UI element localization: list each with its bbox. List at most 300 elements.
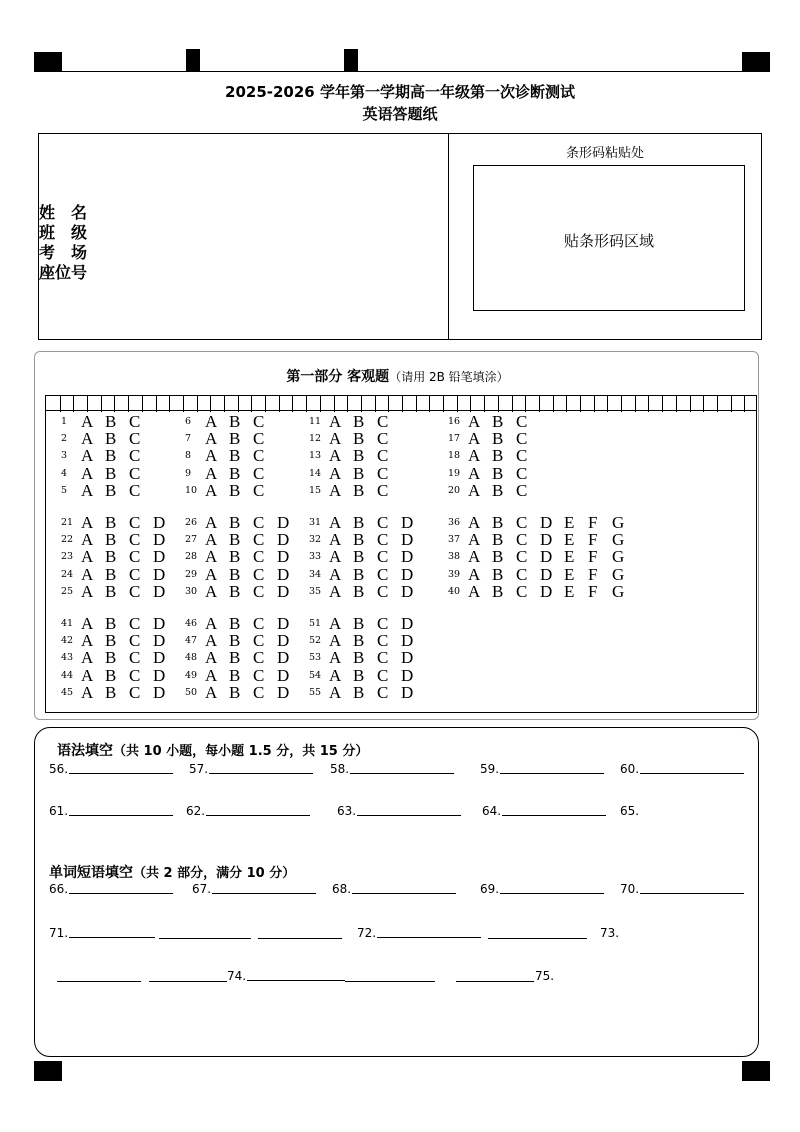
blank-58[interactable]: 58. — [330, 760, 454, 776]
option-54-B[interactable]: B — [353, 665, 365, 685]
option-30-B[interactable]: B — [229, 581, 241, 601]
option-27-C[interactable]: C — [253, 530, 265, 550]
option-41-B[interactable]: B — [105, 614, 117, 633]
option-38-F[interactable]: F — [588, 547, 598, 567]
blank-59[interactable]: 59. — [480, 760, 604, 776]
option-48-A[interactable]: A — [205, 648, 218, 668]
question-number: 38 — [448, 551, 461, 563]
option-6-C[interactable]: C — [253, 412, 265, 431]
blank-63[interactable]: 63. — [337, 802, 461, 818]
option-18-B[interactable]: B — [492, 446, 504, 466]
option-39-E[interactable]: E — [564, 564, 575, 584]
option-39-B[interactable]: B — [492, 564, 504, 584]
option-22-D[interactable]: D — [153, 530, 166, 550]
option-54-C[interactable]: C — [377, 665, 389, 685]
option-9-B[interactable]: B — [229, 463, 241, 483]
option-16-C[interactable]: C — [516, 412, 528, 431]
option-25-D[interactable]: D — [153, 581, 166, 601]
question-row-37 — [448, 530, 636, 550]
option-13-B[interactable]: B — [353, 446, 365, 466]
option-42-C[interactable]: C — [129, 631, 141, 651]
option-24-D[interactable]: D — [153, 564, 166, 584]
option-1-C[interactable]: C — [129, 412, 141, 431]
option-52-A[interactable]: A — [329, 631, 342, 651]
option-17-B[interactable]: B — [492, 429, 504, 449]
option-38-A[interactable]: A — [468, 547, 481, 567]
option-18-A[interactable]: A — [468, 446, 481, 466]
option-49-C[interactable]: C — [253, 665, 265, 685]
option-30-D[interactable]: D — [277, 581, 290, 601]
option-45-B[interactable]: B — [105, 682, 117, 702]
option-40-F[interactable]: F — [588, 581, 598, 601]
question-row-17 — [448, 429, 540, 449]
option-32-C[interactable]: C — [377, 530, 389, 550]
blank-74-line-2[interactable] — [345, 981, 435, 982]
option-10-B[interactable]: B — [229, 480, 241, 500]
blank-70[interactable]: 70. — [620, 880, 744, 896]
vocab-title — [49, 862, 295, 882]
blank-57[interactable]: 57. — [189, 760, 313, 776]
option-50-A[interactable]: A — [205, 682, 218, 702]
page-title: 2025-2026 学年第一学期高一年级第一次诊断测试 — [225, 83, 575, 101]
option-8-C[interactable]: C — [253, 446, 265, 466]
option-22-C[interactable]: C — [129, 530, 141, 550]
barcode-title: 条形码粘贴处 — [565, 146, 644, 161]
option-21-D[interactable]: D — [153, 513, 166, 532]
option-47-D[interactable]: D — [277, 631, 290, 651]
blank-72-line-2[interactable] — [488, 938, 587, 939]
option-26-C[interactable]: C — [253, 513, 265, 532]
blank-71-line-3[interactable] — [258, 938, 342, 939]
option-3-B[interactable]: B — [105, 446, 117, 466]
question-number: 23 — [61, 551, 74, 563]
registration-mark-top-mid1 — [186, 49, 200, 71]
option-32-A[interactable]: A — [329, 530, 342, 550]
option-14-B[interactable]: B — [353, 463, 365, 483]
option-3-A[interactable]: A — [81, 446, 94, 466]
blank-62[interactable]: 62. — [186, 802, 310, 818]
option-27-B[interactable]: B — [229, 530, 241, 550]
option-32-D[interactable]: D — [401, 530, 414, 550]
option-7-A[interactable]: A — [205, 429, 218, 449]
question-row-1 — [61, 412, 153, 429]
registration-mark-bottom-left — [34, 1061, 62, 1081]
option-39-G[interactable]: G — [612, 564, 625, 584]
option-29-A[interactable]: A — [205, 564, 218, 584]
option-20-A[interactable]: A — [468, 480, 481, 500]
option-36-C[interactable]: C — [516, 513, 528, 532]
option-15-B[interactable]: B — [353, 480, 365, 500]
header-rule — [38, 71, 766, 72]
option-47-B[interactable]: B — [229, 631, 241, 651]
option-35-D[interactable]: D — [401, 581, 414, 601]
timing-tick — [224, 396, 225, 412]
timing-tick — [690, 396, 691, 412]
blank-71[interactable]: 71. — [49, 924, 155, 940]
option-43-B[interactable]: B — [105, 648, 117, 668]
option-20-B[interactable]: B — [492, 480, 504, 500]
option-39-D[interactable]: D — [540, 564, 553, 584]
blank-74-line-3[interactable] — [456, 981, 534, 982]
option-25-C[interactable]: C — [129, 581, 141, 601]
option-9-C[interactable]: C — [253, 463, 265, 483]
option-15-C[interactable]: C — [377, 480, 389, 500]
blank-65[interactable]: 65. — [620, 804, 640, 818]
option-47-A[interactable]: A — [205, 631, 218, 651]
option-47-C[interactable]: C — [253, 631, 265, 651]
option-40-E[interactable]: E — [564, 581, 575, 601]
option-26-A[interactable]: A — [205, 513, 218, 532]
option-12-A[interactable]: A — [329, 429, 342, 449]
option-52-D[interactable]: D — [401, 631, 414, 651]
question-row-2 — [61, 429, 153, 449]
option-34-D[interactable]: D — [401, 564, 414, 584]
timing-tick — [525, 396, 526, 412]
option-34-B[interactable]: B — [353, 564, 365, 584]
question-row-9 — [185, 464, 277, 481]
option-13-C[interactable]: C — [377, 446, 389, 466]
option-6-B[interactable]: B — [229, 412, 241, 431]
option-38-E[interactable]: E — [564, 547, 575, 567]
option-54-A[interactable]: A — [329, 665, 342, 685]
question-row-7 — [185, 429, 277, 449]
option-21-B[interactable]: B — [105, 513, 117, 532]
option-46-B[interactable]: B — [229, 614, 241, 633]
blank-61[interactable]: 61. — [49, 802, 173, 818]
question-row-12 — [309, 429, 401, 449]
option-53-C[interactable]: C — [377, 648, 389, 668]
option-55-C[interactable]: C — [377, 682, 389, 702]
option-38-C[interactable]: C — [516, 547, 528, 567]
option-41-D[interactable]: D — [153, 614, 166, 633]
option-36-G[interactable]: G — [612, 513, 625, 532]
option-40-G[interactable]: G — [612, 581, 625, 601]
option-29-C[interactable]: C — [253, 564, 265, 584]
option-32-B[interactable]: B — [353, 530, 365, 550]
blank-60[interactable]: 60. — [620, 760, 744, 776]
option-4-C[interactable]: C — [129, 463, 141, 483]
option-2-A[interactable]: A — [81, 429, 94, 449]
option-46-C[interactable]: C — [253, 614, 265, 633]
option-16-A[interactable]: A — [468, 412, 481, 431]
blank-66[interactable]: 66. — [49, 880, 173, 896]
question-number: 54 — [309, 669, 322, 681]
option-24-A[interactable]: A — [81, 564, 94, 584]
option-24-B[interactable]: B — [105, 564, 117, 584]
question-row-31 — [309, 513, 425, 530]
timing-tick — [402, 396, 403, 412]
option-5-B[interactable]: B — [105, 480, 117, 500]
blank-72[interactable]: 72. — [357, 924, 481, 940]
option-38-D[interactable]: D — [540, 547, 553, 567]
option-9-A[interactable]: A — [205, 463, 218, 483]
option-23-C[interactable]: C — [129, 547, 141, 567]
option-12-C[interactable]: C — [377, 429, 389, 449]
objective-section — [34, 351, 759, 720]
option-37-E[interactable]: E — [564, 530, 575, 550]
option-2-C[interactable]: C — [129, 429, 141, 449]
option-15-A[interactable]: A — [329, 480, 342, 500]
timing-tick — [306, 396, 307, 412]
option-48-B[interactable]: B — [229, 648, 241, 668]
option-33-A[interactable]: A — [329, 547, 342, 567]
blank-74[interactable]: 74. — [227, 967, 345, 983]
option-26-D[interactable]: D — [277, 513, 290, 532]
option-34-A[interactable]: A — [329, 564, 342, 584]
blank-56[interactable]: 56. — [49, 760, 173, 776]
option-8-B[interactable]: B — [229, 446, 241, 466]
option-43-D[interactable]: D — [153, 648, 166, 668]
option-10-A[interactable]: A — [205, 480, 218, 500]
timing-tick — [114, 396, 115, 412]
question-number: 12 — [309, 433, 322, 445]
option-41-C[interactable]: C — [129, 614, 141, 633]
option-52-B[interactable]: B — [353, 631, 365, 651]
barcode-area[interactable] — [473, 165, 745, 311]
option-23-A[interactable]: A — [81, 547, 94, 567]
option-27-D[interactable]: D — [277, 530, 290, 550]
registration-mark-top-right — [742, 52, 770, 72]
option-39-F[interactable]: F — [588, 564, 598, 584]
timing-tick — [607, 396, 608, 412]
option-14-A[interactable]: A — [329, 463, 342, 483]
question-row-11 — [309, 412, 401, 429]
option-10-C[interactable]: C — [253, 480, 265, 500]
option-44-D[interactable]: D — [153, 665, 166, 685]
option-41-A[interactable]: A — [81, 614, 94, 633]
question-row-15 — [309, 481, 401, 498]
option-42-A[interactable]: A — [81, 631, 94, 651]
timing-tick — [101, 396, 102, 412]
question-number: 30 — [185, 585, 198, 597]
option-33-D[interactable]: D — [401, 547, 414, 567]
option-51-A[interactable]: A — [329, 614, 342, 633]
option-33-C[interactable]: C — [377, 547, 389, 567]
option-14-C[interactable]: C — [377, 463, 389, 483]
option-35-B[interactable]: B — [353, 581, 365, 601]
option-26-B[interactable]: B — [229, 513, 241, 532]
option-19-A[interactable]: A — [468, 463, 481, 483]
option-11-A[interactable]: A — [329, 412, 342, 431]
option-40-C[interactable]: C — [516, 581, 528, 601]
option-45-C[interactable]: C — [129, 682, 141, 702]
blank-71-line-2[interactable] — [159, 938, 251, 939]
timing-tick — [676, 396, 677, 412]
option-28-C[interactable]: C — [253, 547, 265, 567]
option-50-B[interactable]: B — [229, 682, 241, 702]
option-38-G[interactable]: G — [612, 547, 625, 567]
question-row-42 — [61, 631, 177, 651]
question-number: 51 — [309, 618, 322, 629]
option-37-A[interactable]: A — [468, 530, 481, 550]
option-46-D[interactable]: D — [277, 614, 290, 633]
option-5-A[interactable]: A — [81, 480, 94, 500]
option-45-D[interactable]: D — [153, 682, 166, 702]
option-27-A[interactable]: A — [205, 530, 218, 550]
option-34-C[interactable]: C — [377, 564, 389, 584]
option-28-A[interactable]: A — [205, 547, 218, 567]
blank-67[interactable]: 67. — [192, 880, 316, 896]
timing-tick — [580, 396, 581, 412]
option-39-C[interactable]: C — [516, 564, 528, 584]
option-40-A[interactable]: A — [468, 581, 481, 601]
blank-69[interactable]: 69. — [480, 880, 604, 896]
blank-68[interactable]: 68. — [332, 880, 456, 896]
option-36-A[interactable]: A — [468, 513, 481, 532]
option-36-B[interactable]: B — [492, 513, 504, 532]
option-37-F[interactable]: F — [588, 530, 598, 550]
question-number: 9 — [185, 467, 192, 479]
option-29-D[interactable]: D — [277, 564, 290, 584]
option-42-B[interactable]: B — [105, 631, 117, 651]
option-37-B[interactable]: B — [492, 530, 504, 550]
option-11-C[interactable]: C — [377, 412, 389, 431]
option-23-D[interactable]: D — [153, 547, 166, 567]
option-51-D[interactable]: D — [401, 614, 414, 633]
option-30-C[interactable]: C — [253, 581, 265, 601]
option-48-C[interactable]: C — [253, 648, 265, 668]
option-50-C[interactable]: C — [253, 682, 265, 702]
option-22-A[interactable]: A — [81, 530, 94, 550]
option-49-A[interactable]: A — [205, 665, 218, 685]
option-36-D[interactable]: D — [540, 513, 553, 532]
option-53-A[interactable]: A — [329, 648, 342, 668]
option-7-C[interactable]: C — [253, 429, 265, 449]
option-21-C[interactable]: C — [129, 513, 141, 532]
blank-73-line-2[interactable] — [57, 981, 141, 982]
option-24-C[interactable]: C — [129, 564, 141, 584]
option-54-D[interactable]: D — [401, 665, 414, 685]
option-43-A[interactable]: A — [81, 648, 94, 668]
option-50-D[interactable]: D — [277, 682, 290, 702]
option-40-D[interactable]: D — [540, 581, 553, 601]
option-6-A[interactable]: A — [205, 412, 218, 431]
option-55-B[interactable]: B — [353, 682, 365, 702]
option-44-C[interactable]: C — [129, 665, 141, 685]
option-29-B[interactable]: B — [229, 564, 241, 584]
question-row-6 — [185, 412, 277, 429]
question-number: 41 — [61, 618, 74, 629]
option-44-A[interactable]: A — [81, 665, 94, 685]
option-46-A[interactable]: A — [205, 614, 218, 633]
question-row-13 — [309, 446, 401, 466]
question-number: 6 — [185, 416, 192, 427]
option-23-B[interactable]: B — [105, 547, 117, 567]
question-number: 27 — [185, 534, 198, 546]
blank-75[interactable]: 75. — [535, 969, 555, 983]
option-17-C[interactable]: C — [516, 429, 528, 449]
option-2-B[interactable]: B — [105, 429, 117, 449]
option-25-A[interactable]: A — [81, 581, 94, 601]
objective-note: （请用 2B 铅笔填涂） — [389, 370, 509, 384]
option-8-A[interactable]: A — [205, 446, 218, 466]
option-31-D[interactable]: D — [401, 513, 414, 532]
option-42-D[interactable]: D — [153, 631, 166, 651]
question-row-14 — [309, 464, 401, 481]
option-7-B[interactable]: B — [229, 429, 241, 449]
timing-tick — [279, 396, 280, 412]
option-37-G[interactable]: G — [612, 530, 625, 550]
option-33-B[interactable]: B — [353, 547, 365, 567]
option-1-A[interactable]: A — [81, 412, 94, 431]
question-number: 25 — [61, 585, 74, 597]
option-55-A[interactable]: A — [329, 682, 342, 702]
option-44-B[interactable]: B — [105, 665, 117, 685]
option-51-C[interactable]: C — [377, 614, 389, 633]
option-43-C[interactable]: C — [129, 648, 141, 668]
option-55-D[interactable]: D — [401, 682, 414, 702]
question-number: 11 — [309, 416, 322, 427]
option-3-C[interactable]: C — [129, 446, 141, 466]
option-1-B[interactable]: B — [105, 412, 117, 431]
option-13-A[interactable]: A — [329, 446, 342, 466]
question-number: 7 — [185, 433, 192, 445]
option-25-B[interactable]: B — [105, 581, 117, 601]
option-36-E[interactable]: E — [564, 513, 575, 532]
option-11-B[interactable]: B — [353, 412, 365, 431]
option-4-A[interactable]: A — [81, 463, 94, 483]
option-31-A[interactable]: A — [329, 513, 342, 532]
option-39-A[interactable]: A — [468, 564, 481, 584]
timing-tick — [60, 396, 61, 412]
option-45-A[interactable]: A — [81, 682, 94, 702]
option-48-D[interactable]: D — [277, 648, 290, 668]
option-16-B[interactable]: B — [492, 412, 504, 431]
question-number: 26 — [185, 517, 198, 528]
timing-tick — [594, 396, 595, 412]
option-20-C[interactable]: C — [516, 480, 528, 500]
option-37-C[interactable]: C — [516, 530, 528, 550]
option-12-B[interactable]: B — [353, 429, 365, 449]
question-number: 17 — [448, 433, 461, 445]
option-35-C[interactable]: C — [377, 581, 389, 601]
option-28-B[interactable]: B — [229, 547, 241, 567]
option-35-A[interactable]: A — [329, 581, 342, 601]
timing-tick — [265, 396, 266, 412]
option-4-B[interactable]: B — [105, 463, 117, 483]
blank-73-line-3[interactable] — [149, 981, 227, 982]
option-38-B[interactable]: B — [492, 547, 504, 567]
option-21-A[interactable]: A — [81, 513, 94, 532]
option-52-C[interactable]: C — [377, 631, 389, 651]
question-number: 19 — [448, 467, 461, 479]
option-22-B[interactable]: B — [105, 530, 117, 550]
blank-73[interactable]: 73. — [600, 926, 620, 940]
timing-tick — [703, 396, 704, 412]
option-40-B[interactable]: B — [492, 581, 504, 601]
option-36-F[interactable]: F — [588, 513, 598, 532]
option-37-D[interactable]: D — [540, 530, 553, 550]
option-53-D[interactable]: D — [401, 648, 414, 668]
option-53-B[interactable]: B — [353, 648, 365, 668]
option-28-D[interactable]: D — [277, 547, 290, 567]
option-18-C[interactable]: C — [516, 446, 528, 466]
option-19-C[interactable]: C — [516, 463, 528, 483]
option-19-B[interactable]: B — [492, 463, 504, 483]
option-5-C[interactable]: C — [129, 480, 141, 500]
registration-mark-bottom-right — [742, 1061, 770, 1081]
blank-64[interactable]: 64. — [482, 802, 606, 818]
option-31-C[interactable]: C — [377, 513, 389, 532]
option-31-B[interactable]: B — [353, 513, 365, 532]
option-49-B[interactable]: B — [229, 665, 241, 685]
option-51-B[interactable]: B — [353, 614, 365, 633]
option-30-A[interactable]: A — [205, 581, 218, 601]
option-49-D[interactable]: D — [277, 665, 290, 685]
question-row-24 — [61, 565, 177, 582]
option-17-A[interactable]: A — [468, 429, 481, 449]
question-number: 18 — [448, 450, 461, 462]
